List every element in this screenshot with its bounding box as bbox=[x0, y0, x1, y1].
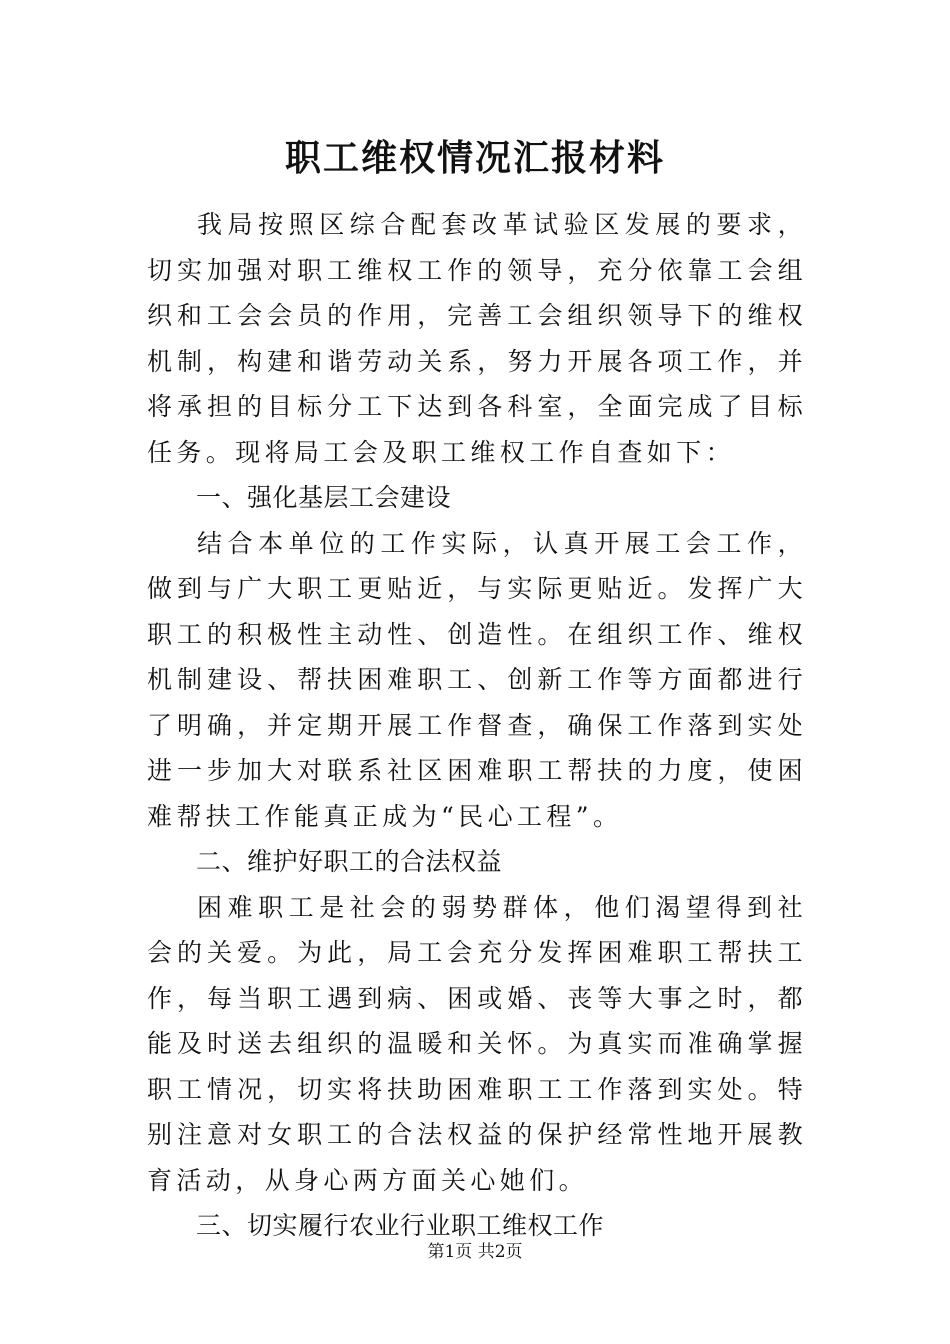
section-heading-1: 一、强化基层工会建设 bbox=[196, 483, 452, 512]
page-footer: 第1页 共2页 bbox=[427, 1242, 523, 1262]
section-heading-2: 二、维护好职工的合法权益 bbox=[196, 847, 503, 876]
document-title: 职工维权情况汇报材料 bbox=[284, 137, 665, 179]
section-1-paragraph: 结合本单位的工作实际，认真开展工会工作，做到与广大职工更贴近，与实际更贴近。发挥广大职工的积极性主动性、创造性。在组织工作、维权机制建设、帮扶困难职工、创新工作等方面都进行了明确，并定期开展工作督查，确保工作落到实处进一步加大对联系社区困难职工帮扶的力度，使困难帮扶工作能真正成为“民心工程”。 bbox=[147, 528, 807, 831]
document-body bbox=[147, 202, 807, 1249]
section-2-paragraph: 困难职工是社会的弱势群体，他们渴望得到社会的关爱。为此，局工会充分发挥困难职工帮扶工作，每当职工遇到病、困或婚、丧等大事之时，都能及时送去组织的温暖和关怀。为真实而准确掌握职工情况，切实将扶助困难职工工作落到实处。特别注意对女职工的合法权益的保护经常性地开展教育活动，从身心两方面关心她们。 bbox=[147, 892, 807, 1195]
section-heading-3: 三、切实履行农业行业职工维权工作 bbox=[196, 1211, 605, 1240]
intro-paragraph: 我局按照区综合配套改革试验区发展的要求，切实加强对职工维权工作的领导，充分依靠工会组织和工会会员的作用，完善工会组织领导下的维权机制，构建和谐劳动关系，努力开展各项工作，并将承担的目标分工下达到各科室，全面完成了目标任务。现将局工会及职工维权工作自查如下： bbox=[147, 210, 807, 467]
